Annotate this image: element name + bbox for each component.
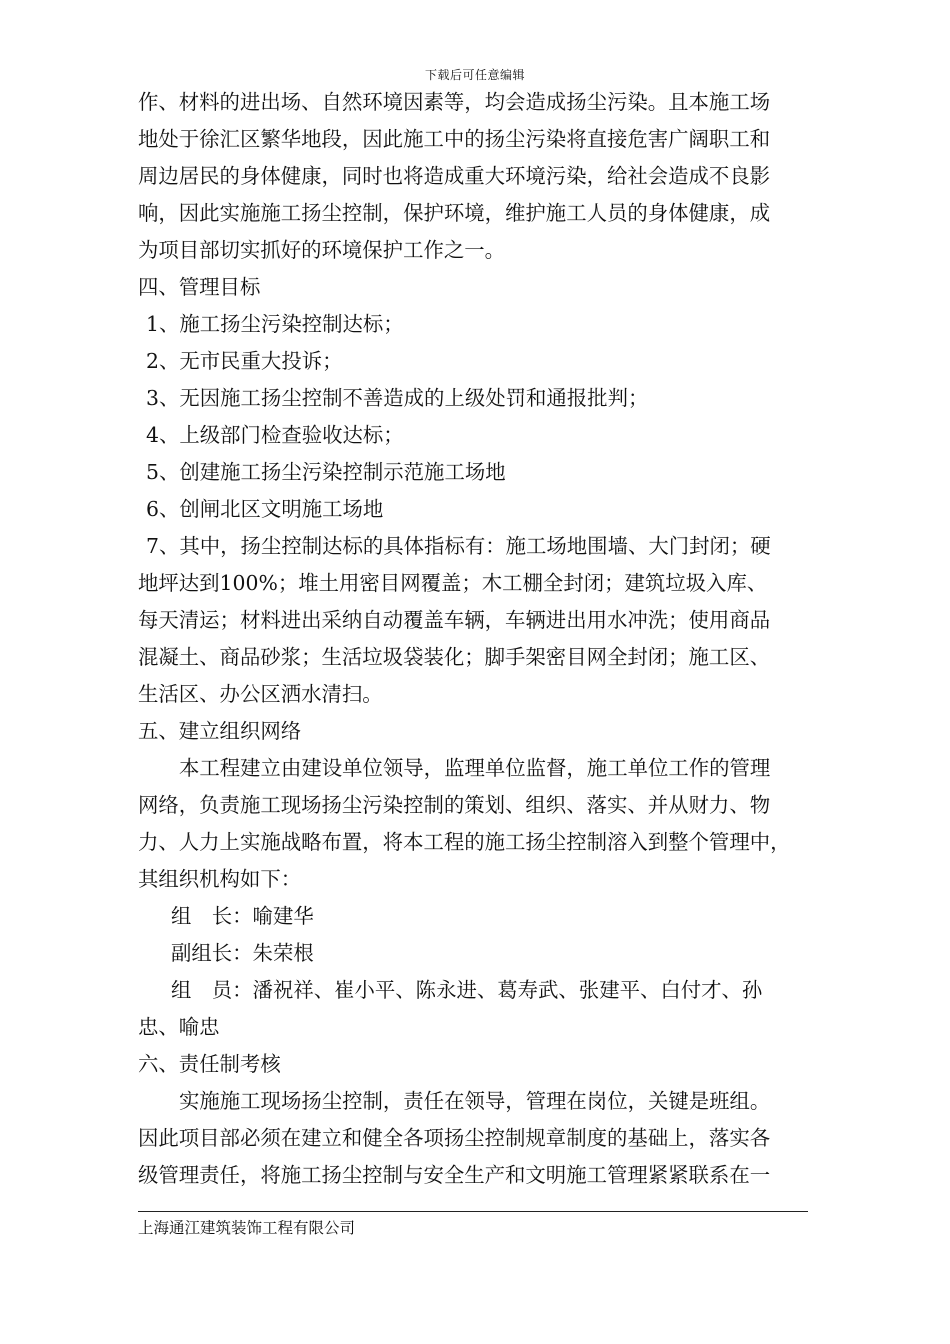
paragraph-line: 地处于徐汇区繁华地段，因此施工中的扬尘污染将直接危害广阔职工和 [138, 127, 771, 151]
section-number: 四、 [138, 275, 179, 299]
paragraph-line: 混凝土、商品砂浆；生活垃圾袋装化；脚手架密目网全封闭；施工区、 [138, 645, 771, 669]
numbered-item: 1、施工扬尘污染控制达标； [146, 312, 404, 336]
numbered-item: 6、创闸北区文明施工场地 [146, 497, 384, 521]
paragraph-line: 响，因此实施施工扬尘控制，保护环境，维护施工人员的身体健康，成 [138, 201, 771, 225]
paragraph-line: 作、材料的进出场、自然环境因素等，均会造成扬尘污染。且本施工场 [138, 90, 771, 114]
section-number: 五、 [138, 719, 179, 743]
paragraph-line: 网络，负责施工现场扬尘污染控制的策划、组织、落实、并从财力、物 [138, 793, 771, 817]
section-title: 建立组织网络 [178, 719, 302, 743]
section-heading [138, 269, 828, 306]
numbered-item: 3、无因施工扬尘控制不善造成的上级处罚和通报批判； [146, 386, 649, 410]
numbered-item: 7、其中，扬尘控制达标的具体指标有：施工场地围墙、大门封闭；硬 [146, 534, 771, 558]
document-body [138, 84, 828, 1194]
paragraph-line: 每天清运；材料进出采纳自动覆盖车辆，车辆进出用水冲洗；使用商品 [138, 608, 771, 632]
numbered-item: 4、上级部门检查验收达标； [146, 423, 404, 447]
section-title: 责任制考核 [178, 1052, 281, 1076]
paragraph-line: 为项目部切实抓好的环境保护工作之一。 [138, 238, 506, 262]
numbered-item: 5、创建施工扬尘污染控制示范施工场地 [146, 460, 506, 484]
paragraph-line: 周边居民的身体健康，同时也将造成重大环境污染，给社会造成不良影 [138, 164, 771, 188]
paragraph-line: 组 长：喻建华 [171, 904, 314, 928]
paragraph-line: 组 员：潘祝祥、崔小平、陈永进、葛寿武、张建平、白付才、孙 [171, 978, 763, 1002]
footer-divider [138, 1211, 808, 1212]
section-heading [138, 713, 828, 750]
paragraph-line: 实施施工现场扬尘控制，责任在领导，管理在岗位，关键是班组。 [179, 1089, 771, 1113]
page-header-note: 下载后可任意编辑 [424, 68, 525, 82]
section-heading [138, 1046, 828, 1083]
paragraph-line: 生活区、办公区洒水清扫。 [138, 682, 383, 706]
paragraph-line: 其组织机构如下： [138, 867, 302, 891]
section-number: 六、 [138, 1052, 179, 1076]
paragraph-line: 因此项目部必须在建立和健全各项扬尘控制规章制度的基础上，落实各 [138, 1126, 771, 1150]
paragraph-line: 副组长：朱荣根 [171, 941, 314, 965]
paragraph-line: 忠、喻忠 [138, 1015, 220, 1039]
paragraph-line: 级管理责任，将施工扬尘控制与安全生产和文明施工管理紧紧联系在一 [138, 1163, 771, 1187]
numbered-item: 2、无市民重大投诉； [146, 349, 343, 373]
paragraph-line: 力、人力上实施战略布置，将本工程的施工扬尘控制溶入到整个管理中， [138, 830, 791, 854]
company-footer: 上海通江建筑装饰工程有限公司 [138, 1219, 356, 1237]
paragraph-line: 本工程建立由建设单位领导，监理单位监督，施工单位工作的管理 [179, 756, 771, 780]
paragraph-line: 地坪达到100%；堆土用密目网覆盖；木工棚全封闭；建筑垃圾入库、 [138, 571, 768, 595]
section-title: 管理目标 [178, 275, 261, 299]
